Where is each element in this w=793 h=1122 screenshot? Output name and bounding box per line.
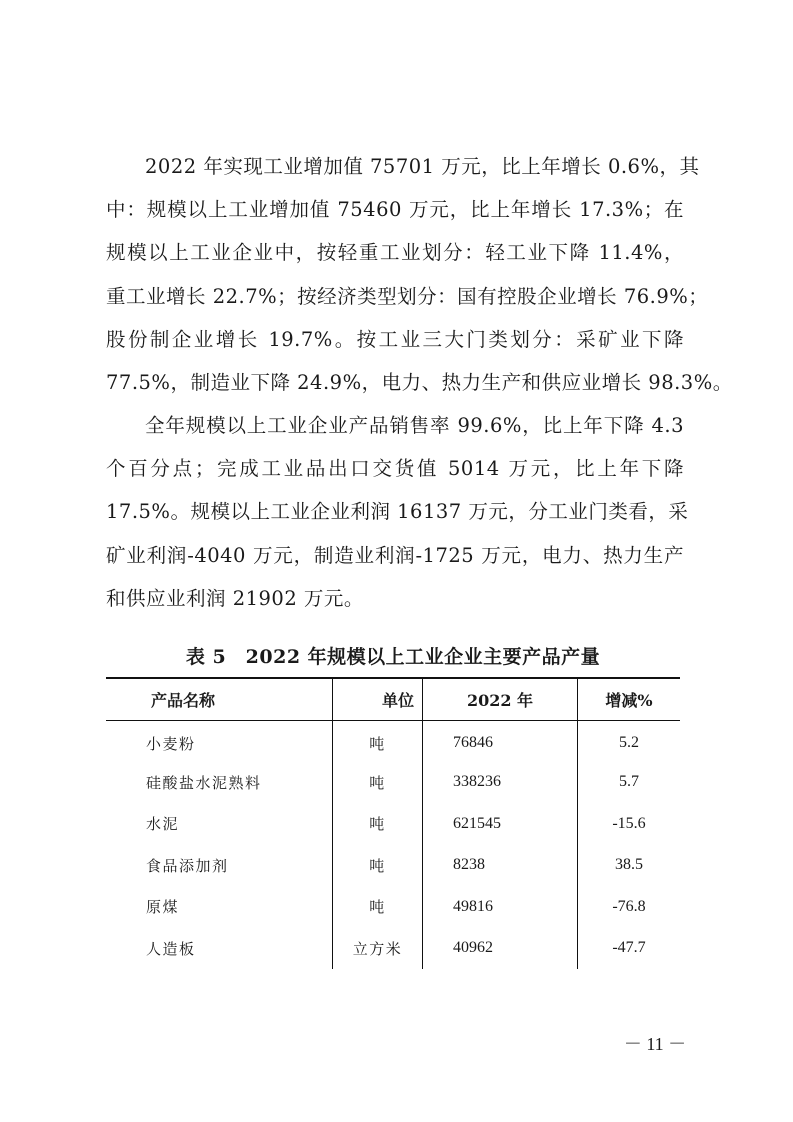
cell-output: 40962 [423, 928, 578, 970]
table-row [106, 762, 680, 804]
paragraph-industrial-value-added [106, 145, 733, 404]
cell-output: 338236 [423, 762, 578, 804]
cell-output: 49816 [423, 886, 578, 928]
paragraph-line: 全年规模以上工业企业产品销售率 99.6%，比上年下降 4.3 [145, 414, 684, 437]
paragraph-line: 股份制企业增长 19.7%。按工业三大门类划分：采矿业下降 [106, 327, 684, 351]
paragraph-line: 2022 年实现工业增加值 75701 万元，比上年增长 0.6%，其 [145, 155, 700, 178]
cell-product-name: 食品添加剂 [146, 856, 229, 875]
header-year-2022: 2022 年 [423, 678, 578, 720]
paragraph-line: 和供应业利润 21902 万元。 [106, 586, 364, 610]
paragraph-line: 17.5%。规模以上工业企业利润 16137 万元，分工业门类看，采 [106, 500, 689, 524]
cell-output: 621545 [423, 803, 578, 845]
table-row [106, 720, 680, 762]
cell-unit: 吨 [333, 845, 423, 887]
paragraph-line: 个百分点；完成工业品出口交货值 5014 万元，比上年下降 [106, 457, 684, 481]
cell-product-name: 硅酸盐水泥熟料 [146, 773, 262, 792]
cell-unit: 立方米 [333, 928, 423, 970]
cell-product-name: 原煤 [146, 898, 180, 917]
product-output-table [106, 677, 680, 969]
cell-product-name: 小麦粉 [146, 734, 196, 753]
paragraph-line: 中：规模以上工业增加值 75460 万元，比上年增长 17.3%；在 [106, 198, 684, 222]
cell-output: 8238 [423, 845, 578, 887]
paragraph-line: 重工业增长 22.7%；按经济类型划分：国有控股企业增长 76.9%； [106, 284, 709, 308]
table-row [106, 928, 680, 970]
cell-product-name: 人造板 [146, 939, 196, 958]
cell-unit: 吨 [333, 803, 423, 845]
paragraph-line: 矿业利润-4040 万元，制造业利润-1725 万元，电力、热力生产 [106, 543, 684, 567]
cell-unit: 吨 [333, 886, 423, 928]
cell-change: -15.6 [578, 803, 681, 845]
page-number: － 11 － [623, 1034, 687, 1054]
cell-change: 5.2 [578, 720, 681, 762]
header-change-percent: 增减% [578, 678, 681, 720]
cell-product-name: 水泥 [146, 815, 180, 834]
cell-change: 38.5 [578, 845, 681, 887]
header-product-name: 产品名称 [106, 678, 333, 720]
table-title: 表 5 2022 年规模以上工业企业主要产品产量 [185, 646, 601, 668]
header-unit: 单位 [333, 678, 423, 720]
cell-change: -47.7 [578, 928, 681, 970]
paragraph-sales-and-profits [106, 404, 689, 620]
table-row [106, 845, 680, 887]
cell-unit: 吨 [333, 720, 423, 762]
cell-change: 5.7 [578, 762, 681, 804]
paragraph-line: 规模以上工业企业中，按轻重工业划分：轻工业下降 11.4%， [106, 241, 684, 265]
cell-unit: 吨 [333, 762, 423, 804]
table-row [106, 886, 680, 928]
cell-change: -76.8 [578, 886, 681, 928]
paragraph-line: 77.5%，制造业下降 24.9%，电力、热力生产和供应业增长 98.3%。 [106, 370, 733, 394]
cell-output: 76846 [423, 720, 578, 762]
table-header-row [106, 678, 680, 720]
table-row [106, 803, 680, 845]
